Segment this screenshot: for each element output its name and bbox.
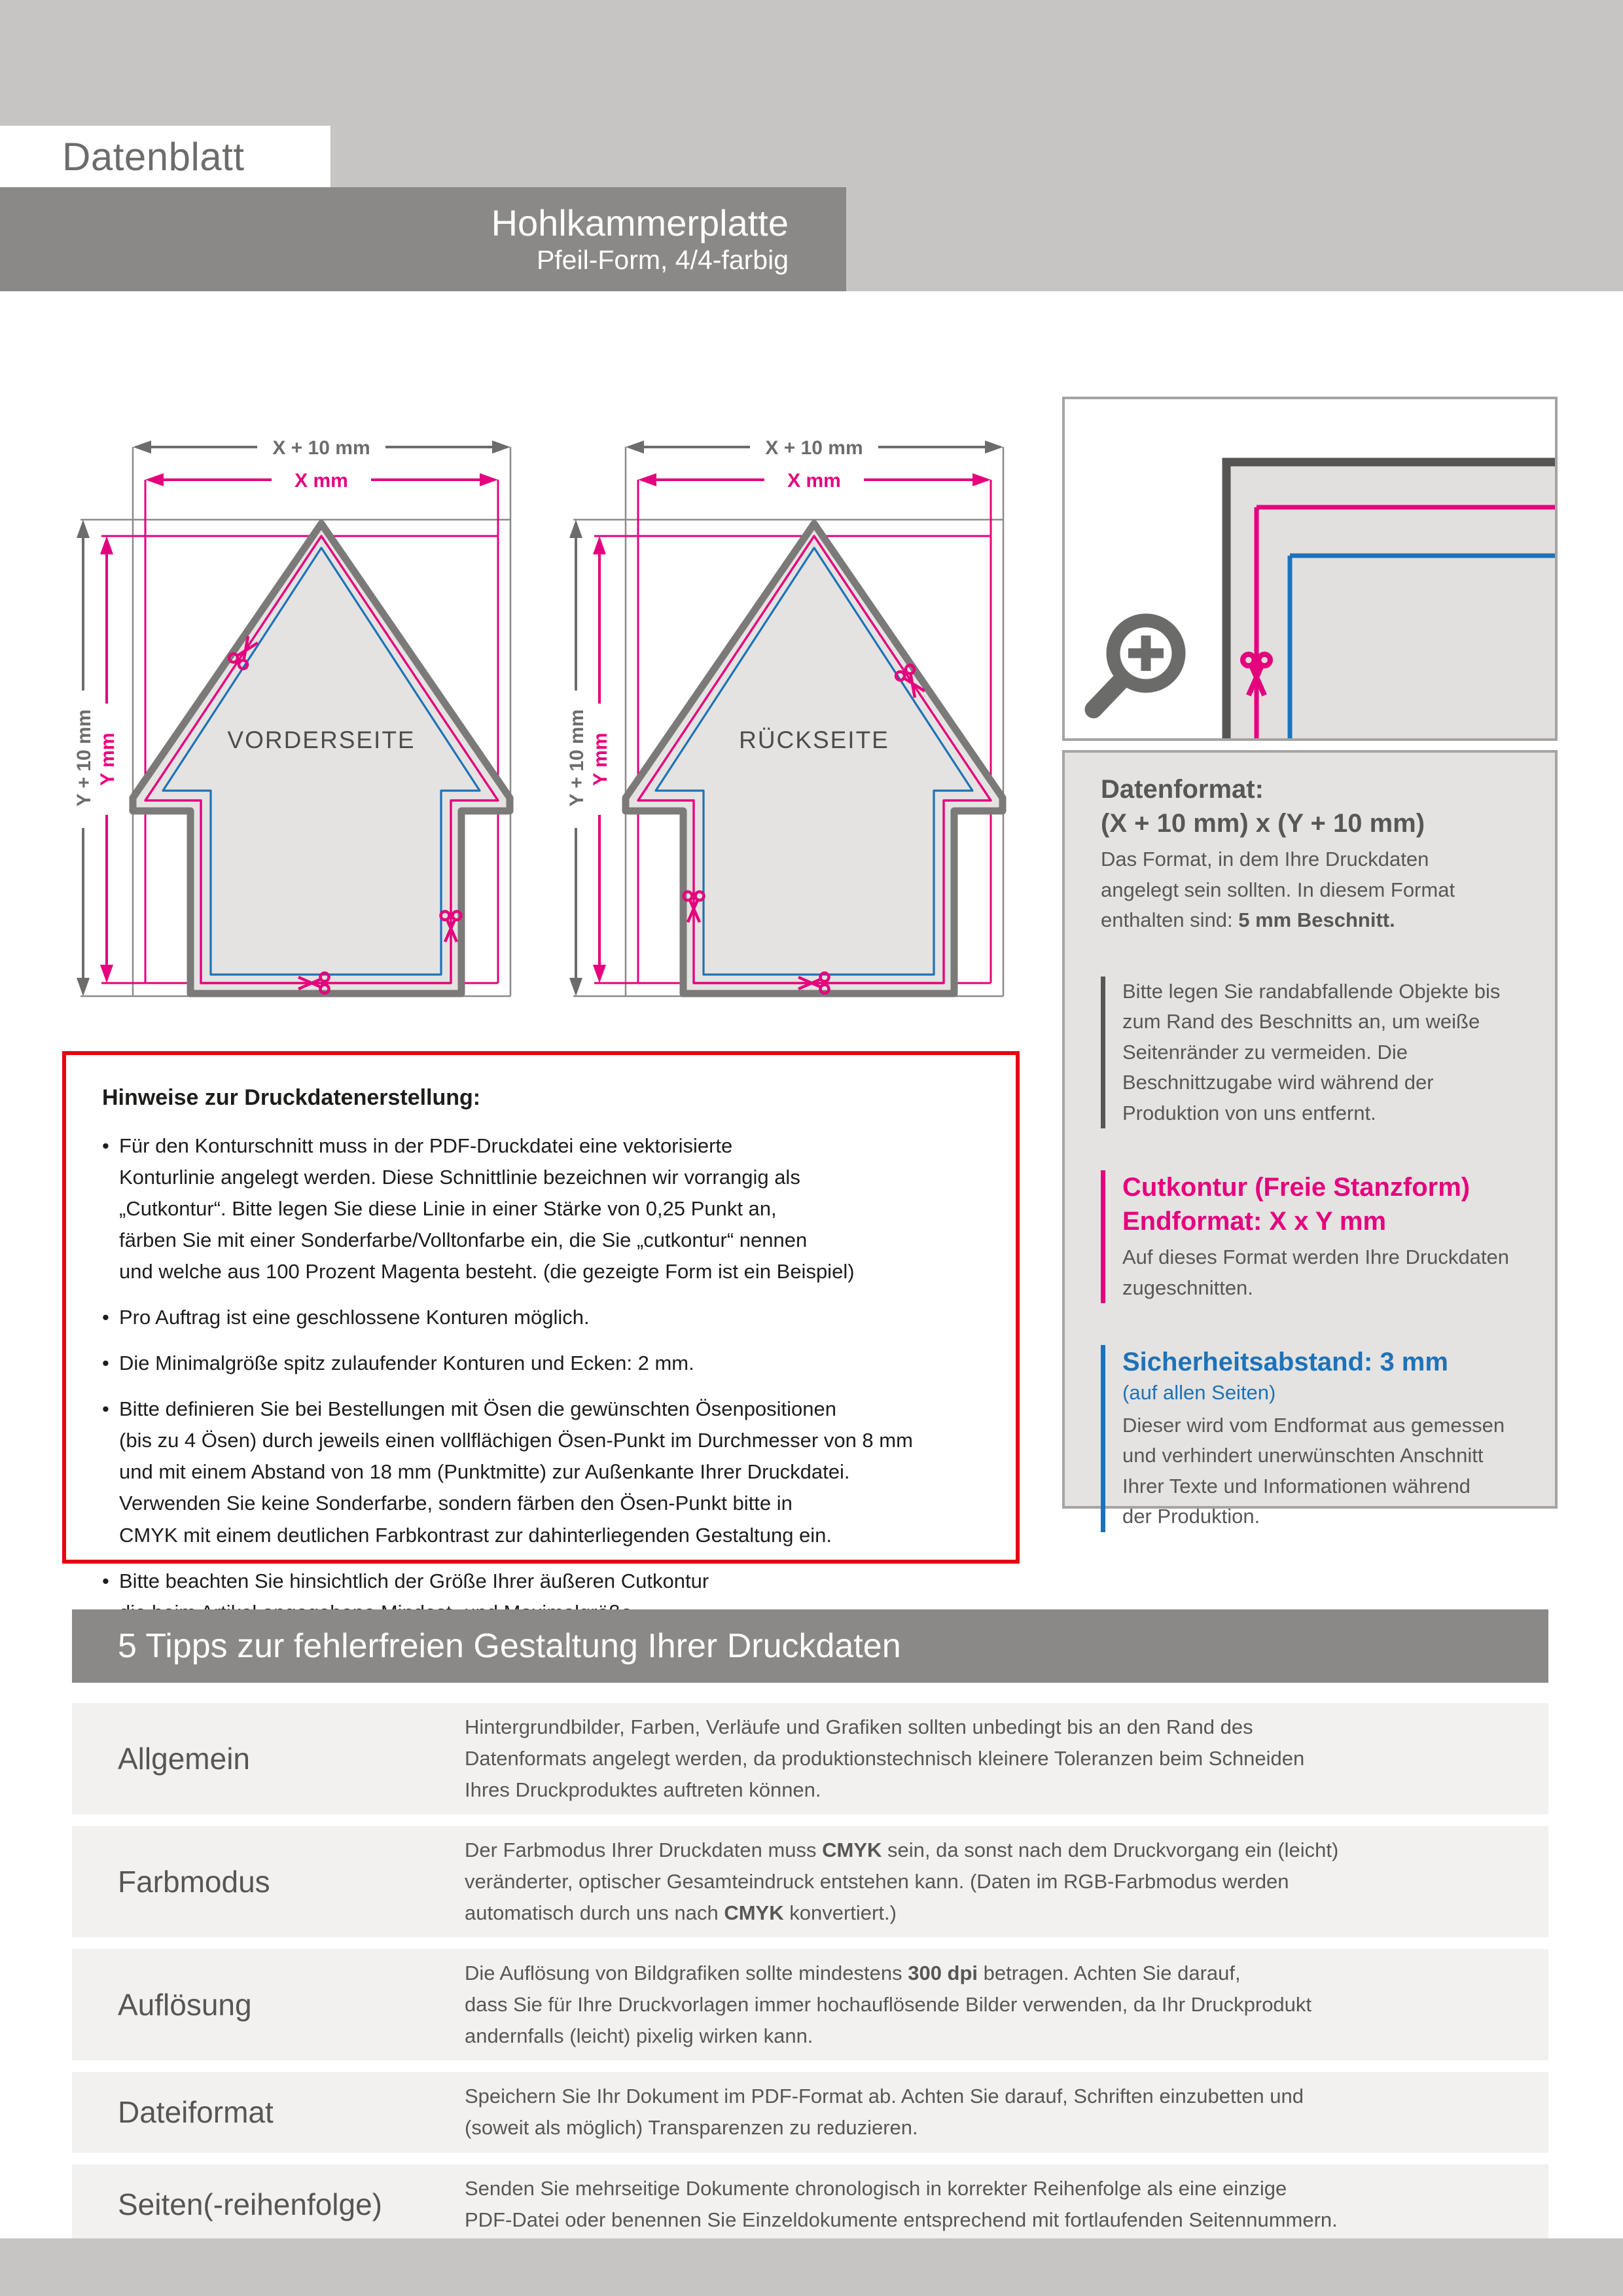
bullet-marker: • bbox=[102, 1306, 109, 1329]
print-data-notes-box bbox=[62, 1051, 1020, 1592]
footer-gray-band bbox=[0, 2238, 1623, 2296]
section-bleed-note bbox=[1101, 977, 1530, 1129]
bullet-text: Die Minimalgröße spitz zulaufender Konturen und Ecken: 2 mm. bbox=[119, 1352, 694, 1375]
svg-text:X mm: X mm bbox=[787, 470, 841, 492]
bullet-marker: • bbox=[102, 1397, 109, 1421]
bullet-text: Bitte definieren Sie bei Bestellungen mit Ösen die gewünschten Ösenpositionen (bis zu 4 Ösen) durch jeweils einen vollflächigen Ösen-Punkt im Durchmesser von 8 mm und mit einem Abstand von 18 mm (Punktmitte) zur Außenkante Ihrer Druckdatei. Verwenden Sie keine Sonderfarbe, sondern färben den Ösen-Punkt bitte in CMYK mit einem deutlichen Farbkontrast zur dahinterliegenden Gestaltung ein. bbox=[119, 1397, 913, 1547]
tips-banner-text: 5 Tipps zur fehlerfreien Gestaltung Ihrer Druckdaten bbox=[118, 1627, 901, 1665]
corner-detail-box bbox=[1062, 397, 1558, 741]
bullet-marker: • bbox=[102, 1134, 109, 1157]
page-title: Datenblatt bbox=[62, 134, 245, 179]
row-body: Speichern Sie Ihr Dokument im PDF-Format ab. Achten Sie darauf, Schriften einzubetten und (soweit als möglich) Transparenzen zu reduzieren. bbox=[465, 2085, 1304, 2140]
notes-list bbox=[102, 1130, 990, 1628]
row-label: Farbmodus bbox=[118, 1865, 270, 1899]
list-item bbox=[102, 1393, 990, 1551]
back-side-label: RÜCKSEITE bbox=[739, 726, 889, 753]
row-label: Allgemein bbox=[118, 1742, 250, 1776]
format-info-panel bbox=[1062, 750, 1558, 1528]
product-variant: Pfeil-Form, 4/4-farbig bbox=[536, 245, 789, 276]
front-side-label: VORDERSEITE bbox=[227, 726, 416, 753]
bleed-note-body: Bitte legen Sie randabfallende Objekte bis zum Rand des Beschnitts an, um weiße Seitenränder zu vermeiden. Die Beschnittzugabe wird während der Produktion von uns entfernt. bbox=[1122, 979, 1501, 1124]
table-row bbox=[72, 1826, 1548, 1937]
bleed-corner-detail bbox=[1222, 458, 1555, 738]
svg-text:X + 10 mm: X + 10 mm bbox=[272, 437, 370, 459]
row-body: Senden Sie mehrseitige Dokumente chronologisch in korrekter Reihenfolge als eine einzige PDF-Datei oder benennen Sie Einzeldokumente entsprechend mit fortlaufenden Seitennummern. bbox=[465, 2176, 1338, 2231]
row-label: Dateiformat bbox=[118, 2095, 274, 2130]
svg-text:Y mm: Y mm bbox=[97, 732, 118, 786]
zoom-plus-icon bbox=[1094, 620, 1179, 709]
tips-table bbox=[72, 1703, 1548, 2256]
sicherheit-body: Dieser wird vom Endformat aus gemessen und verhindert unerwünschten Anschnitt Ihrer Texte und Informationen während der Produktion. bbox=[1122, 1413, 1505, 1528]
cutkontur-body: Auf dieses Format werden Ihre Druckdaten zugeschnitten. bbox=[1122, 1246, 1509, 1299]
svg-text:X mm: X mm bbox=[294, 470, 348, 492]
bullet-text: Pro Auftrag ist eine geschlossene Konturen möglich. bbox=[119, 1306, 590, 1329]
section-datenformat bbox=[1101, 772, 1530, 936]
bullet-marker: • bbox=[102, 1569, 109, 1592]
datenformat-title: Datenformat: bbox=[1101, 775, 1264, 804]
table-row bbox=[72, 2072, 1548, 2152]
section-cutkontur bbox=[1101, 1170, 1530, 1303]
bullet-text: Bitte beachten Sie hinsichtlich der Größe Ihrer äußeren Cutkontur bbox=[119, 1569, 709, 1592]
product-header-bar bbox=[0, 187, 846, 291]
svg-text:Y + 10 mm: Y + 10 mm bbox=[566, 709, 588, 807]
row-body: Hintergrundbilder, Farben, Verläufe und Grafiken sollten unbedingt bis an den Rand des Datenformats angelegt werden, da produktionstechnisch kleinere Toleranzen beim Schneiden Ihres Druckproduktes auftreten können. bbox=[465, 1715, 1305, 1802]
cutkontur-endformat: Endformat: X x Y mm bbox=[1122, 1207, 1387, 1236]
row-label: Auflösung bbox=[118, 1988, 252, 2022]
notes-title: Hinweise zur Druckdatenerstellung: bbox=[102, 1085, 481, 1110]
bullet-marker: • bbox=[102, 1352, 109, 1375]
product-name: Hohlkammerplatte bbox=[491, 202, 789, 243]
dim-y-inner bbox=[97, 536, 118, 983]
table-row bbox=[72, 1703, 1548, 1814]
tips-banner bbox=[72, 1609, 1548, 1683]
table-row bbox=[72, 1949, 1548, 2060]
list-item bbox=[102, 1130, 990, 1287]
dim-y-outer bbox=[566, 520, 588, 996]
list-item bbox=[102, 1302, 990, 1333]
sicherheit-title: Sicherheitsabstand: 3 mm bbox=[1122, 1348, 1448, 1376]
svg-text:Y mm: Y mm bbox=[590, 732, 611, 786]
section-sicherheitsabstand bbox=[1101, 1345, 1530, 1532]
row-body: Die Auflösung von Bildgrafiken sollte mindestens 300 dpi betragen. Achten Sie darauf, dass Sie für Ihre Druckvorlagen immer hochauflösende Bilder verwenden, da Ihr Druckprodukt andernfalls (leicht) pixelig wirken kann. bbox=[465, 1962, 1312, 2048]
cutkontur-title: Cutkontur (Freie Stanzform) bbox=[1122, 1173, 1471, 1202]
dim-y-outer bbox=[73, 520, 95, 996]
dim-x-inner bbox=[638, 470, 991, 492]
datenformat-formula: (X + 10 mm) x (Y + 10 mm) bbox=[1101, 809, 1425, 838]
dim-x-outer bbox=[626, 437, 1003, 459]
list-item bbox=[102, 1348, 990, 1379]
table-row bbox=[72, 2164, 1548, 2244]
svg-text:X + 10 mm: X + 10 mm bbox=[765, 437, 863, 459]
sicherheit-subtitle: (auf allen Seiten) bbox=[1122, 1381, 1276, 1404]
back-side-diagram bbox=[555, 403, 1013, 1005]
datenformat-body: Das Format, in dem Ihre Druckdaten angelegt sein sollten. In diesem Format enthalten sind: 5 mm Beschnitt. bbox=[1101, 848, 1455, 931]
corner-detail-drawing bbox=[1065, 399, 1555, 738]
dim-y-inner bbox=[590, 536, 611, 983]
plate-shape bbox=[626, 524, 1003, 994]
dim-x-outer bbox=[133, 437, 510, 459]
row-body: Der Farbmodus Ihrer Druckdaten muss CMYK sein, da sonst nach dem Druckvorgang ein (leicht) veränderter, optischer Gesamteindruck entstehen kann. (Daten im RGB-Farbmodus werden automatisch durch uns nach CMYK konvertiert.) bbox=[465, 1839, 1339, 1925]
row-label: Seiten(-reihenfolge) bbox=[118, 2187, 383, 2221]
page-title-box bbox=[0, 126, 330, 187]
front-side-diagram bbox=[62, 403, 520, 1005]
bullet-text: Für den Konturschnitt muss in der PDF-Druckdatei eine vektorisierte Konturlinie angelegt werden. Diese Schnittlinie bezeichnen wir vorrangig als „Cutkontur“. Bitte legen Sie diese Linie in einer Stärke von 0,25 Punkt an, färben Sie mit einer Sonderfarbe/Volltonfarbe ein, die Sie „cutkontur“ nennen und welche aus 100 Prozent Magenta besteht. (die gezeigte Form ist ein Beispiel) bbox=[119, 1134, 855, 1283]
dim-x-inner bbox=[145, 470, 498, 492]
svg-text:Y + 10 mm: Y + 10 mm bbox=[73, 709, 95, 807]
